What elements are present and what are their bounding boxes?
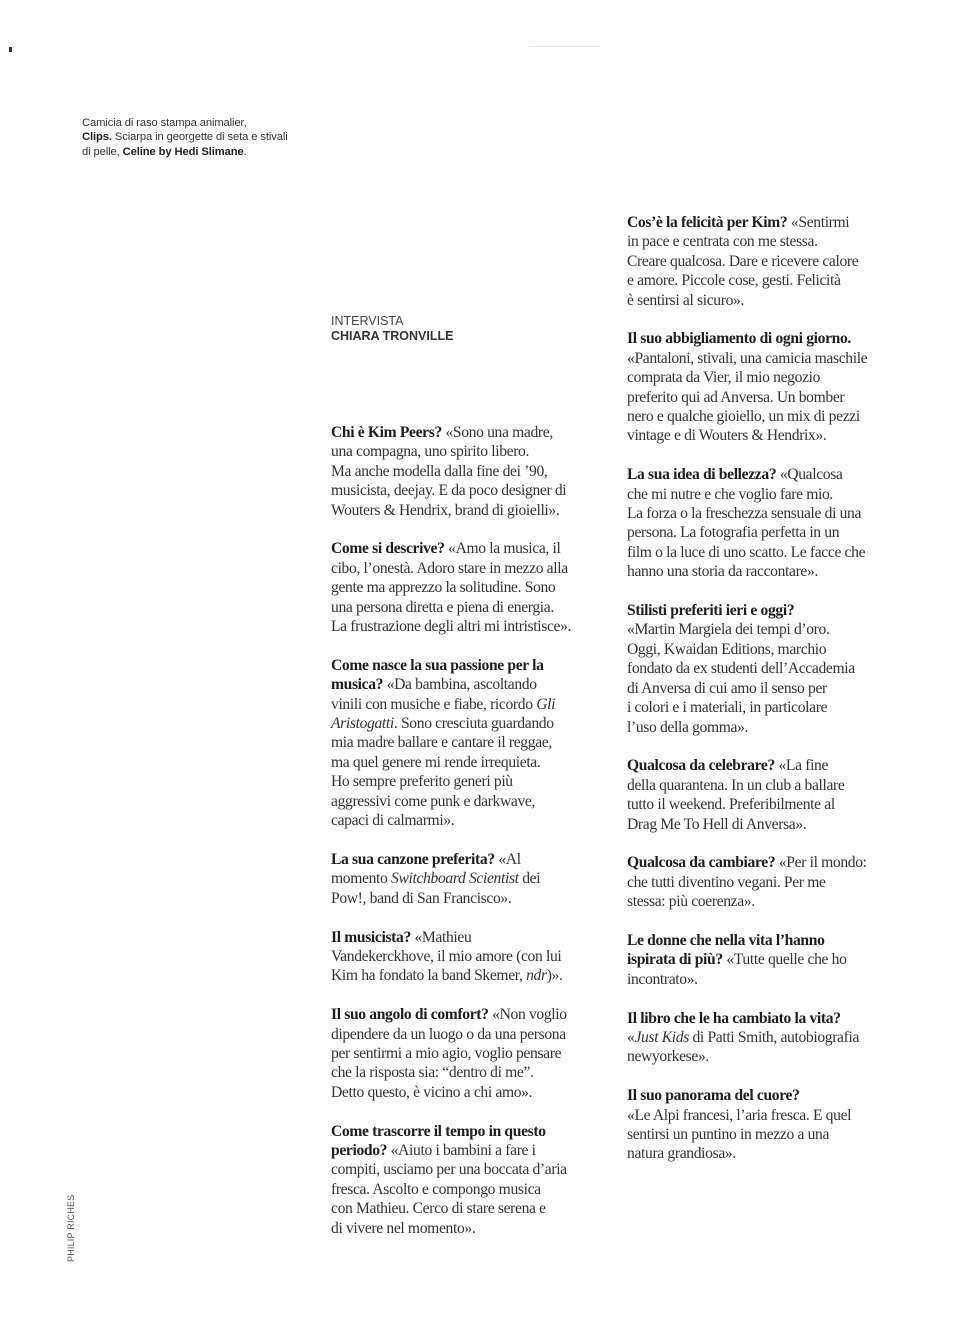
text-line: [627, 776, 902, 795]
answer-text: Oggi, Kwaidan Editions, marchio: [627, 640, 827, 658]
qa-paragraph: [627, 1086, 902, 1164]
answer-text: «Sentirmi: [787, 214, 850, 231]
qa-paragraph: [627, 1009, 902, 1067]
question: La sua canzone preferita?: [331, 850, 495, 868]
answer-text: Pow!, band di San Francisco».: [331, 889, 512, 907]
italic-title: ndr: [526, 967, 547, 985]
text-line: [331, 1063, 606, 1082]
text-line: [627, 1144, 902, 1163]
question: Il libro che le ha cambiato la vita?: [627, 1009, 841, 1027]
text-line: [331, 1005, 606, 1024]
text-line: [331, 889, 606, 908]
text-line: [331, 617, 606, 636]
answer-text: Drag Me To Hell di Anversa».: [627, 815, 807, 833]
answer-text: persona. La fotografia perfetta in un: [627, 524, 840, 542]
photo-credit: PHILIP RICHES: [66, 1194, 76, 1262]
question: Il suo angolo di comfort?: [331, 1006, 489, 1024]
text-line: [627, 213, 902, 232]
answer-text: gente ma apprezzo la solitudine. Sono: [331, 579, 556, 597]
answer-text: con Mathieu. Cerco di stare serena e: [331, 1200, 546, 1218]
answer-text: Kim ha fondato la band Skemer,: [331, 967, 527, 985]
text-line: [627, 252, 902, 271]
answer-text: dei: [518, 870, 541, 888]
text-line: [627, 640, 902, 659]
text-line: [331, 1025, 606, 1044]
italic-title: Aristogatti: [331, 715, 394, 733]
answer-text: «La fine: [774, 757, 829, 775]
text-line: [627, 523, 902, 542]
text-line: [627, 1125, 902, 1144]
qa-paragraph: [331, 656, 606, 831]
text-line: [331, 753, 606, 772]
answer-text: stessa: più coerenza».: [627, 893, 755, 911]
question: Come trascorre il tempo in questo: [331, 1122, 546, 1140]
answer-text: una persona diretta e piena di energia.: [331, 598, 554, 616]
text-line: [331, 1141, 606, 1160]
text-line: [331, 1160, 606, 1179]
answer-text: tutto il weekend. Preferibilmente al: [627, 796, 835, 814]
text-line: [627, 1028, 902, 1047]
qa-paragraph: [331, 850, 606, 908]
text-line: [331, 1219, 606, 1238]
scan-mark: [9, 47, 12, 52]
text-line: [331, 733, 606, 752]
text-line: [627, 291, 902, 310]
answer-text: momento: [331, 870, 392, 888]
qa-paragraph: [627, 853, 902, 911]
photo-caption: [82, 116, 322, 159]
text-line: [331, 578, 606, 597]
text-line: [331, 792, 606, 811]
answer-text: «Non voglio: [488, 1006, 567, 1024]
question: ispirata di più?: [627, 951, 723, 969]
interview-column-left: [331, 423, 606, 1257]
answer-text: Wouters & Hendrix, brand di gioielli».: [331, 501, 560, 519]
answer-text: mia madre ballare e cantare il reggae,: [331, 734, 552, 752]
interview-column-right: [627, 213, 902, 1183]
text-line: [627, 815, 902, 834]
answer-text: «Mathieu: [410, 928, 472, 946]
answer-text: preferito qui ad Anversa. Un bomber: [627, 388, 845, 406]
text-line: [627, 679, 902, 698]
caption-text: Camicia di raso stampa animalier,: [82, 117, 247, 129]
answer-text: La frustrazione degli altri mi intristisce».: [331, 618, 572, 636]
answer-text: di vivere nel momento».: [331, 1219, 476, 1237]
text-line: [331, 1199, 606, 1218]
answer-text: dipendere da un luogo o da una persona: [331, 1025, 566, 1043]
answer-text: «Da bambina, ascoltando: [383, 676, 537, 694]
answer-text: comprata da Vier, il mio negozio: [627, 369, 821, 387]
answer-text: che tutti diventino vegani. Per me: [627, 873, 826, 891]
qa-paragraph: [331, 928, 606, 986]
text-line: [627, 659, 902, 678]
question: Il suo panorama del cuore?: [627, 1087, 800, 1105]
text-line: [331, 695, 606, 714]
answer-text: fresca. Ascolto e compongo musica: [331, 1180, 541, 1198]
text-line: [627, 698, 902, 717]
text-line: [331, 559, 606, 578]
answer-text: di Patti Smith, autobiografia: [688, 1028, 860, 1046]
text-line: [627, 485, 902, 504]
text-line: [627, 543, 902, 562]
text-line: [82, 116, 322, 130]
text-line: [627, 853, 902, 872]
question: Qualcosa da celebrare?: [627, 757, 775, 775]
answer-text: capaci di calmarmi».: [331, 812, 455, 830]
text-line: [627, 1086, 902, 1105]
text-line: [82, 145, 322, 159]
text-line: [331, 501, 606, 520]
author-name: CHIARA TRONVILLE: [331, 329, 454, 343]
answer-text: musicista, deejay. E da poco designer di: [331, 482, 567, 500]
text-line: [331, 869, 606, 888]
answer-text: e amore. Piccole cose, gesti. Felicità: [627, 272, 841, 290]
question: Come si descrive?: [331, 540, 445, 558]
answer-text: cibo, l’onestà. Adoro stare in mezzo alla: [331, 559, 568, 577]
answer-text: è sentirsi al sicuro».: [627, 291, 745, 309]
text-line: [627, 756, 902, 775]
scan-artifact-line: [530, 46, 600, 47]
qa-paragraph: [627, 213, 902, 310]
text-line: [627, 271, 902, 290]
answer-text: «: [627, 1028, 635, 1046]
text-line: [627, 970, 902, 989]
answer-text: «Le Alpi francesi, l’aria fresca. E quel: [627, 1106, 852, 1124]
text-line: [331, 1083, 606, 1102]
text-line: [331, 772, 606, 791]
text-line: [331, 811, 606, 830]
text-line: [331, 714, 606, 733]
answer-text: vintage e di Wouters & Hendrix».: [627, 427, 827, 445]
caption-text: Sciarpa in georgette di seta e stivali: [111, 131, 288, 144]
answer-text: «Martin Margiela dei tempi d’oro.: [627, 621, 830, 639]
answer-text: «Al: [494, 850, 521, 868]
answer-text: della quarantena. In un club a ballare: [627, 776, 845, 794]
answer-text: per sentirmi a mio agio, voglio pensare: [331, 1044, 562, 1062]
question: musica?: [331, 676, 384, 694]
text-line: [627, 426, 902, 445]
answer-text: «Pantaloni, stivali, una camicia maschile: [627, 349, 868, 367]
qa-paragraph: [627, 329, 902, 445]
answer-text: «Amo la musica, il: [444, 540, 561, 558]
answer-text: nero e qualche gioiello, un mix di pezzi: [627, 408, 860, 426]
text-line: [627, 329, 902, 348]
qa-paragraph: [627, 756, 902, 834]
text-line: [331, 481, 606, 500]
answer-text: aggressivi come punk e darkwave,: [331, 792, 536, 810]
text-line: [331, 1044, 606, 1063]
answer-text: «Sono una madre,: [441, 424, 553, 441]
answer-text: «Qualcosa: [776, 466, 843, 484]
answer-text: l’uso della gomma».: [627, 718, 749, 736]
text-line: [627, 562, 902, 581]
byline: [331, 314, 453, 344]
text-line: [627, 1106, 902, 1125]
qa-paragraph: [331, 1005, 606, 1102]
answer-text: una compagna, uno spirito libero.: [331, 443, 530, 461]
qa-paragraph: [627, 601, 902, 737]
answer-text: La forza o la freschezza sensuale di una: [627, 505, 862, 523]
brand-name: Celine by Hedi Slimane: [122, 145, 244, 158]
text-line: [627, 388, 902, 407]
caption-text: .: [243, 145, 247, 158]
text-line: [331, 539, 606, 558]
text-line: [627, 504, 902, 523]
text-line: [331, 656, 606, 675]
text-line: [627, 1009, 902, 1028]
answer-text: . Sono cresciuta guardando: [393, 715, 554, 733]
text-line: [627, 1047, 902, 1066]
answer-text: sentirsi un puntino in mezzo a una: [627, 1125, 830, 1143]
answer-text: fondato da ex studenti dell’Accademia: [627, 660, 855, 678]
qa-paragraph: [627, 931, 902, 989]
answer-text: Ho sempre preferito generi più: [331, 773, 513, 791]
text-line: [627, 407, 902, 426]
text-line: [627, 950, 902, 969]
text-line: [331, 423, 606, 442]
text-line: [627, 931, 902, 950]
question: Il suo abbigliamento di ogni giorno.: [627, 330, 851, 348]
answer-text: in pace e centrata con me stessa.: [627, 233, 818, 251]
text-line: [331, 598, 606, 617]
brand-name: Clips.: [82, 131, 112, 144]
qa-paragraph: [331, 539, 606, 636]
answer-text: hanno una storia da raccontare».: [627, 563, 818, 581]
answer-text: di Anversa di cui amo il senso per: [627, 679, 827, 697]
italic-title: Switchboard Scientist: [391, 870, 519, 888]
text-line: [331, 928, 606, 947]
answer-text: )».: [546, 967, 563, 985]
question: Come nasce la sua passione per la: [331, 656, 544, 674]
question: Chi è Kim Peers?: [331, 424, 442, 441]
text-line: [627, 232, 902, 251]
text-line: [627, 795, 902, 814]
answer-text: Vandekerckhove, il mio amore (con lui: [331, 947, 562, 965]
text-line: [627, 349, 902, 368]
answer-text: Detto questo, è vicino a chi amo».: [331, 1083, 533, 1101]
qa-paragraph: [331, 1122, 606, 1238]
question: Cos’è la felicità per Kim?: [627, 214, 788, 231]
answer-text: «Per il mondo:: [775, 854, 867, 872]
question: La sua idea di bellezza?: [627, 466, 777, 484]
text-line: [331, 1180, 606, 1199]
text-line: [331, 966, 606, 985]
qa-paragraph: [627, 465, 902, 581]
answer-text: che la risposta sia: “dentro di me”.: [331, 1064, 534, 1082]
answer-text: natura grandiosa».: [627, 1145, 736, 1163]
text-line: [331, 675, 606, 694]
answer-text: Ma anche modella dalla fine dei ’90,: [331, 462, 548, 480]
answer-text: che mi nutre e che voglio fare mio.: [627, 485, 833, 503]
question: Il musicista?: [331, 928, 411, 946]
question: Stilisti preferiti ieri e oggi?: [627, 602, 795, 620]
caption-text: di pelle,: [82, 145, 123, 158]
answer-text: vinili con musiche e fiabe, ricordo: [331, 695, 537, 713]
answer-text: film o la luce di uno scatto. Le facce che: [627, 543, 866, 561]
section-label: INTERVISTA: [331, 314, 404, 328]
text-line: [331, 850, 606, 869]
text-line: [627, 465, 902, 484]
text-line: [82, 130, 322, 144]
answer-text: i colori e i materiali, in particolare: [627, 699, 828, 717]
answer-text: newyorkese».: [627, 1048, 709, 1066]
text-line: [627, 892, 902, 911]
answer-text: ma quel genere mi rende irrequieta.: [331, 753, 541, 771]
text-line: [331, 947, 606, 966]
answer-text: incontrato».: [627, 970, 698, 988]
answer-text: «Tutte quelle che ho: [722, 951, 847, 969]
answer-text: Creare qualcosa. Dare e ricevere calore: [627, 252, 859, 270]
answer-text: «Aiuto i bambini a fare i: [387, 1141, 536, 1159]
italic-title: Gli: [536, 695, 556, 713]
text-line: [627, 601, 902, 620]
text-line: [331, 462, 606, 481]
text-line: [627, 718, 902, 737]
question: Qualcosa da cambiare?: [627, 854, 776, 872]
text-line: [627, 873, 902, 892]
italic-title: Just Kids: [634, 1028, 689, 1046]
qa-paragraph: [331, 423, 606, 520]
text-line: [331, 1122, 606, 1141]
answer-text: compiti, usciamo per una boccata d’aria: [331, 1161, 567, 1179]
question: periodo?: [331, 1141, 388, 1159]
text-line: [627, 620, 902, 639]
text-line: [627, 368, 902, 387]
question: Le donne che nella vita l’hanno: [627, 931, 825, 949]
text-line: [331, 442, 606, 461]
